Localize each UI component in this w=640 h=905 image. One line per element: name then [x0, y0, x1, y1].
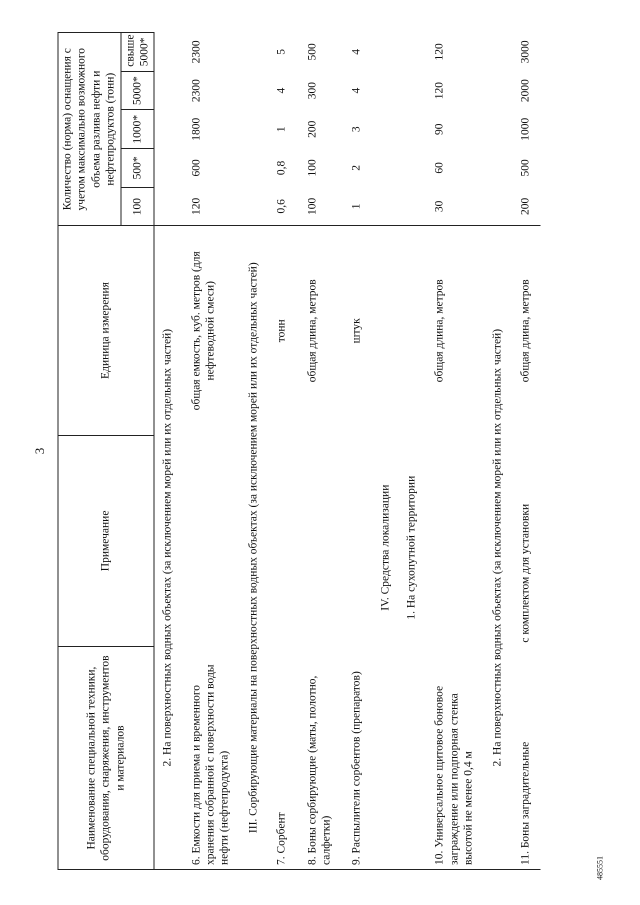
page-number: 3	[32, 447, 47, 455]
section-spacer-cell	[372, 33, 398, 72]
header-name: Наименование специальной техники, оборудования, снаряжения, инструментов и материалов	[58, 647, 154, 870]
item-value: 500	[306, 43, 318, 61]
section-spacer-cell	[399, 71, 425, 110]
item-value: 1	[275, 126, 288, 133]
section-spacer-cell	[484, 149, 510, 188]
item-unit: общая длина, метров	[519, 279, 532, 383]
item-name: 7. Сорбент	[267, 647, 297, 870]
header-quantity: Количество (норма) оснащения с учетом максимально возможного объема разлива нефти и нефтепродуктов (тонн)	[58, 33, 121, 226]
item-value: 30	[425, 187, 484, 226]
header-note: Примечание	[58, 435, 154, 647]
section-spacer-cell	[372, 187, 398, 226]
section-row	[372, 33, 398, 870]
section-row	[154, 33, 181, 870]
header-volume-100: 100	[121, 187, 155, 226]
item-name: 11. Боны заградительные	[510, 647, 540, 870]
section-spacer-cell	[240, 110, 266, 149]
item-value: 120	[181, 187, 240, 226]
section-spacer-cell	[484, 71, 510, 110]
item-value: 1000	[519, 117, 532, 141]
section-heading: 1. На сухопутной территории	[399, 226, 425, 870]
header-volume-1000: 1000*	[121, 110, 155, 149]
section-spacer-cell	[240, 149, 266, 188]
item-value: 1800	[190, 117, 203, 141]
item-value: 4	[350, 87, 363, 94]
item-value: 200	[510, 187, 540, 226]
item-value: 3	[350, 126, 363, 133]
item-value: 5	[275, 49, 288, 55]
section-heading: 2. На поверхностных водных объектах (за исключением морей или их отдельных частей)	[154, 226, 181, 870]
section-spacer-cell	[484, 187, 510, 226]
item-value: 2300	[190, 40, 203, 64]
item-unit: общая длина, метров	[433, 279, 446, 383]
item-value: 0,6	[267, 187, 297, 226]
section-spacer-cell	[154, 149, 181, 188]
item-name: 6. Емкости для приема и временного хранения собранной с поверхности воды нефти (нефтепродукта)	[181, 647, 240, 870]
header-volume-over-5000: свыше 5000*	[121, 33, 155, 72]
item-value: 120	[433, 43, 446, 61]
item-value: 100	[297, 187, 342, 226]
item-value: 2300	[190, 79, 203, 103]
item-unit: общая длина, метров	[306, 279, 318, 383]
table-row	[425, 33, 484, 870]
item-note	[267, 435, 297, 647]
section-spacer-cell	[399, 33, 425, 72]
item-value: 2000	[519, 79, 532, 103]
item-value: 1	[342, 187, 372, 226]
item-value: 4	[275, 87, 288, 94]
item-value: 60	[433, 162, 446, 174]
section-spacer-cell	[484, 33, 510, 72]
section-spacer-cell	[372, 110, 398, 149]
section-heading: IV. Средства локализации	[372, 226, 398, 870]
section-spacer-cell	[372, 149, 398, 188]
header-unit: Единица измерения	[58, 226, 154, 435]
equipment-norms-table	[58, 32, 541, 870]
table-row	[297, 33, 342, 870]
item-value: 90	[433, 123, 446, 136]
item-name: 9. Распылители сорбентов (препаратов)	[342, 647, 372, 870]
table-row	[342, 33, 372, 870]
section-row	[484, 33, 510, 870]
item-name: 8. Боны сорбирующие (маты, полотно, салфетки)	[297, 647, 342, 870]
item-note	[425, 435, 484, 647]
item-note: с комплектом для установки	[519, 503, 532, 643]
item-value: 3000	[519, 40, 532, 64]
section-spacer-cell	[154, 110, 181, 149]
table-row	[181, 33, 240, 870]
section-heading: III. Сорбирующие материалы на поверхностных водных объектах (за исключением морей или их отдельных частей)	[240, 226, 266, 870]
section-spacer-cell	[240, 33, 266, 72]
item-value: 4	[350, 49, 363, 55]
item-note	[181, 435, 240, 647]
section-spacer-cell	[154, 71, 181, 110]
section-spacer-cell	[399, 110, 425, 149]
section-row	[399, 33, 425, 870]
item-note	[342, 435, 372, 647]
section-spacer-cell	[240, 187, 266, 226]
item-unit: тонн	[275, 319, 288, 343]
section-spacer-cell	[154, 33, 181, 72]
item-unit: штук	[350, 318, 363, 344]
item-value: 0,8	[275, 160, 288, 176]
item-value: 500	[519, 159, 532, 177]
item-value: 300	[306, 81, 318, 100]
section-spacer-cell	[240, 71, 266, 110]
item-name: 10. Универсальное щитовое боновое заграждение или подпорная стенка высотой не менее 0,4 м	[425, 647, 484, 870]
header-volume-5000: 5000*	[121, 71, 155, 110]
section-row	[240, 33, 266, 870]
item-note	[297, 435, 342, 647]
table-body	[154, 33, 541, 870]
header-volume-500: 500*	[121, 149, 155, 188]
item-value: 2	[350, 165, 363, 171]
section-spacer-cell	[399, 149, 425, 188]
section-heading: 2. На поверхностных водных объектах (за исключением морей или их отдельных частей)	[484, 226, 510, 870]
section-spacer-cell	[372, 71, 398, 110]
section-spacer-cell	[399, 187, 425, 226]
item-value: 200	[306, 120, 318, 138]
item-value: 100	[306, 159, 318, 177]
item-value: 120	[433, 81, 446, 100]
section-spacer-cell	[484, 110, 510, 149]
item-unit: общая емкость, куб. метров (для нефтеводной смеси)	[190, 251, 217, 411]
table-row	[510, 33, 540, 870]
table-row	[267, 33, 297, 870]
item-value: 600	[190, 159, 203, 177]
rotated-table-container	[58, 32, 603, 870]
document-code: 485551	[595, 856, 605, 880]
section-spacer-cell	[154, 187, 181, 226]
